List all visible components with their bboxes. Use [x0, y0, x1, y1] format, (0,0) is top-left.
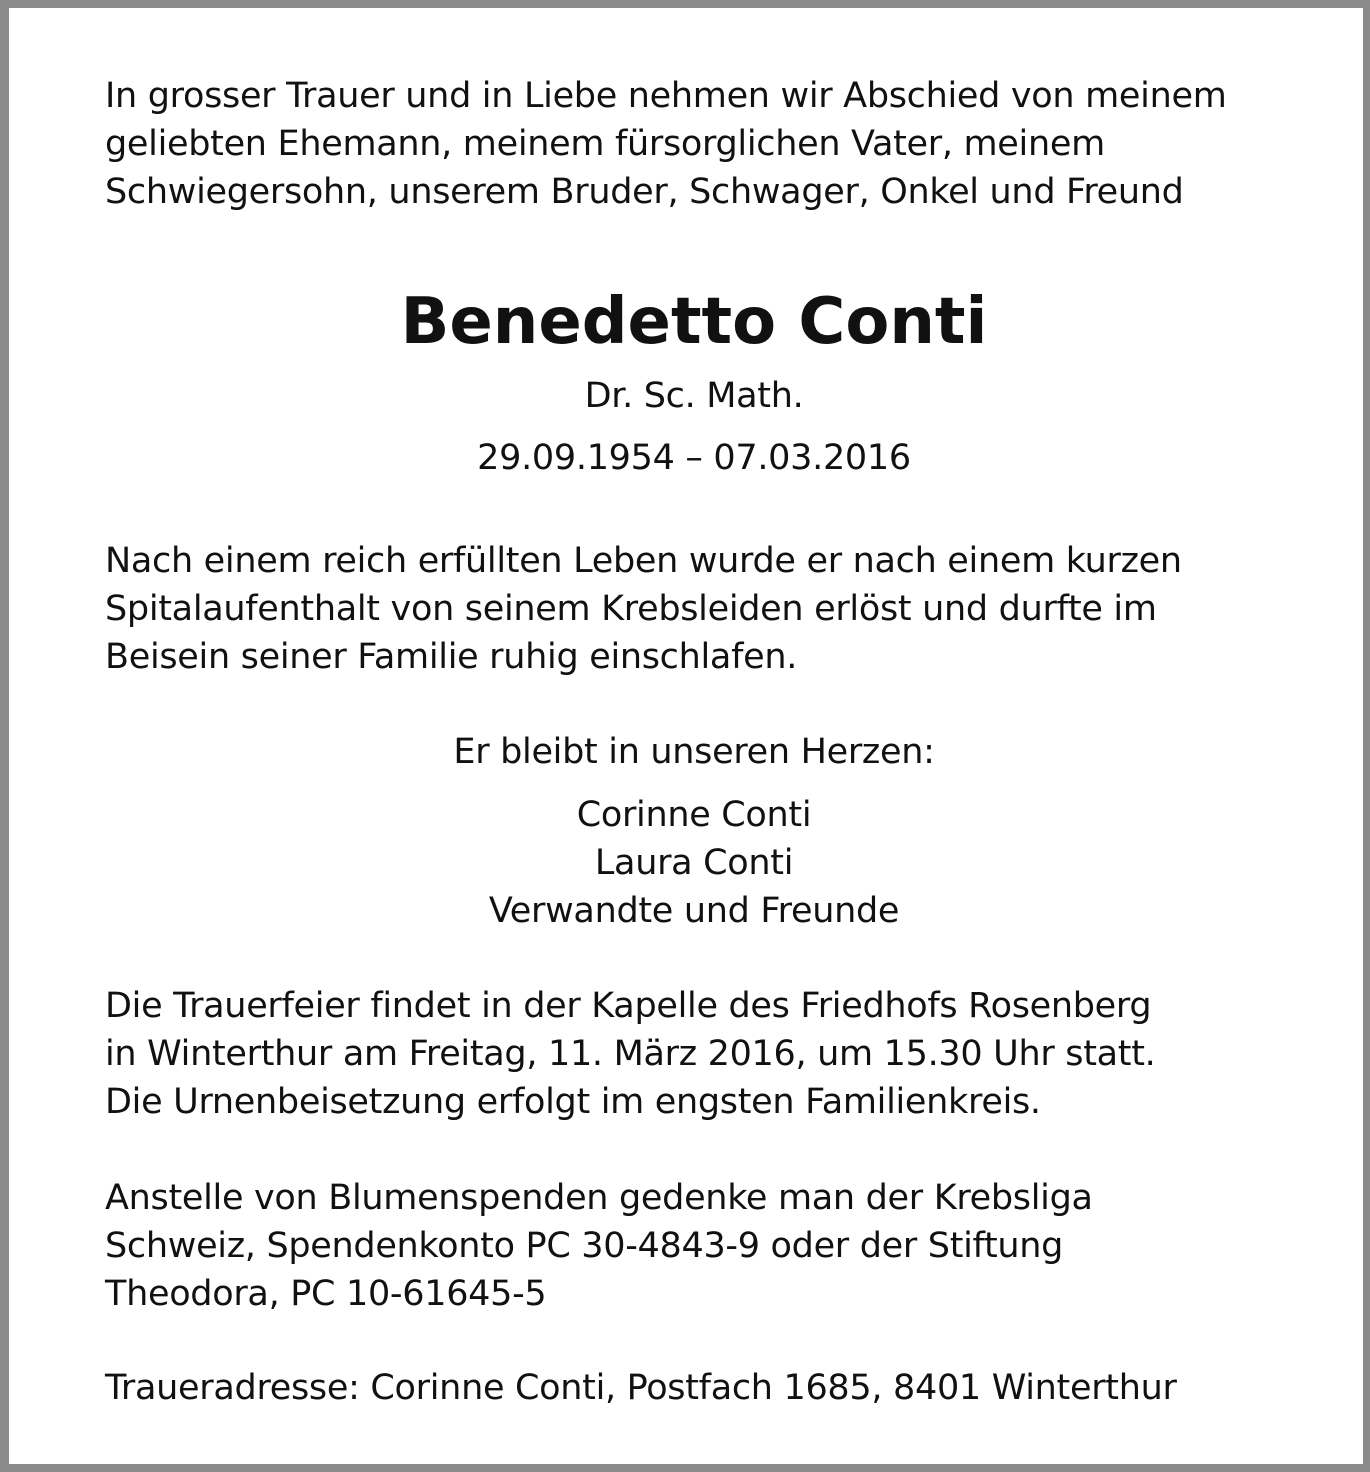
- body-line: Beisein seiner Familie ruhig einschlafen.: [105, 637, 798, 677]
- body-line: Spitalaufenthalt von seinem Krebsleiden erlöst und durfte im: [105, 589, 1157, 629]
- intro-line: Schwiegersohn, unserem Bruder, Schwager, Onkel und Freund: [105, 172, 1184, 212]
- mourners-heading: Er bleibt in unseren Herzen:: [453, 732, 935, 772]
- mourning-address: Traueradresse: Corinne Conti, Postfach 1685, 8401 Winterthur: [105, 1368, 1177, 1408]
- deceased-name: Benedetto Conti: [400, 285, 988, 359]
- mourner-name: Verwandte und Freunde: [488, 891, 900, 931]
- intro-line: In grosser Trauer und in Liebe nehmen wir Abschied von meinem: [105, 76, 1227, 116]
- ceremony-line: in Winterthur am Freitag, 11. März 2016, um 15.30 Uhr statt.: [105, 1034, 1156, 1074]
- body-line: Nach einem reich erfüllten Leben wurde er nach einem kurzen: [105, 541, 1182, 581]
- donation-line: Theodora, PC 10-61645-5: [105, 1274, 547, 1314]
- donation-line: Schweiz, Spendenkonto PC 30-4843-9 oder der Stiftung: [105, 1226, 1064, 1266]
- mourner-name: Corinne Conti: [576, 795, 812, 835]
- donation-line: Anstelle von Blumenspenden gedenke man der Krebsliga: [105, 1178, 1093, 1218]
- deceased-title: Dr. Sc. Math.: [584, 376, 804, 416]
- life-dates: 29.09.1954 – 07.03.2016: [477, 438, 911, 478]
- ceremony-line: Die Urnenbeisetzung erfolgt im engsten Familienkreis.: [105, 1082, 1041, 1122]
- ceremony-line: Die Trauerfeier findet in der Kapelle des Friedhofs Rosenberg: [105, 986, 1152, 1026]
- mourner-name: Laura Conti: [594, 843, 794, 883]
- intro-line: geliebten Ehemann, meinem fürsorglichen Vater, meinem: [105, 124, 1105, 164]
